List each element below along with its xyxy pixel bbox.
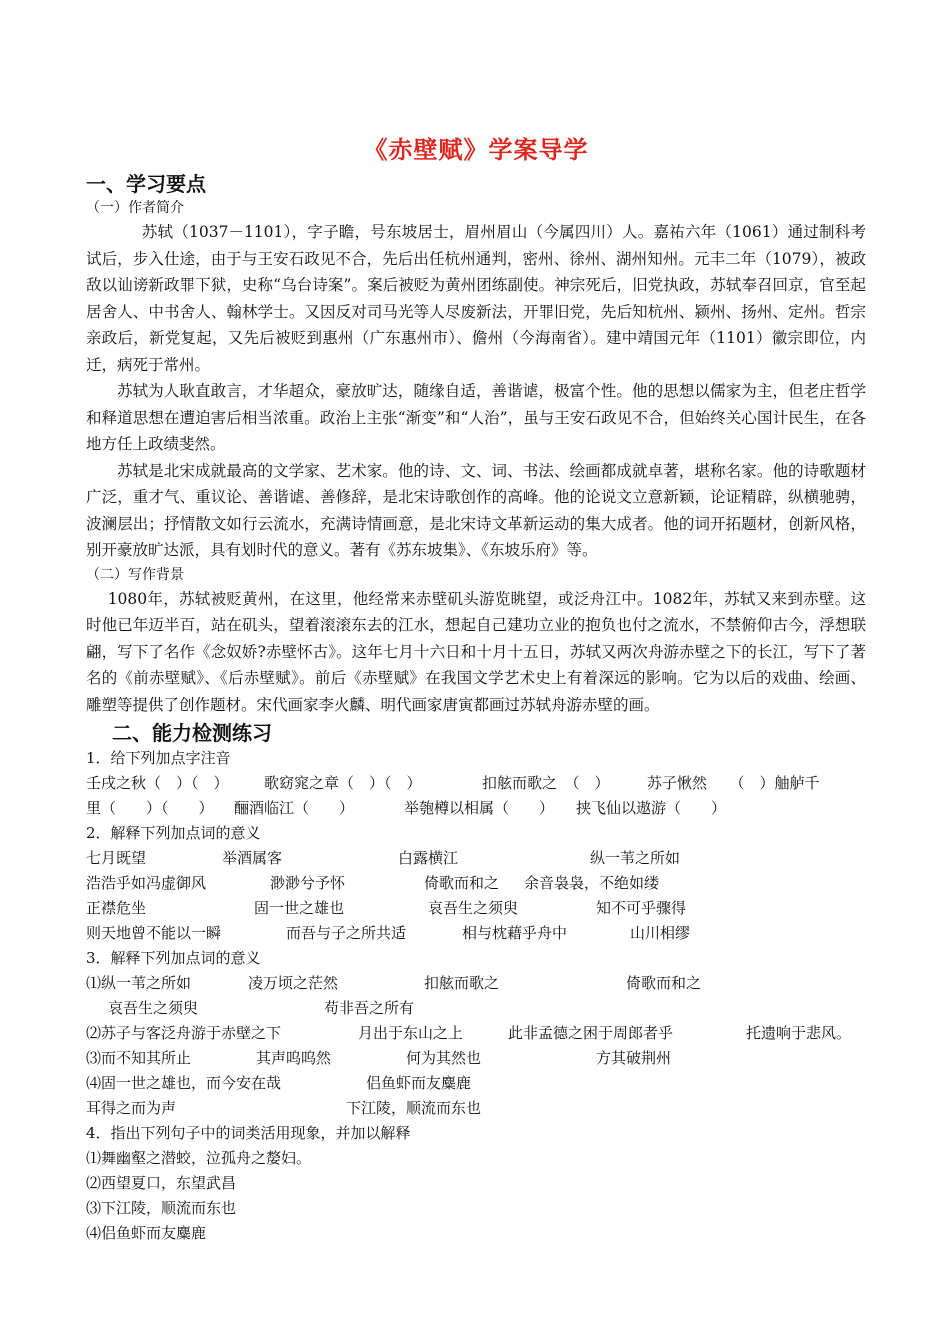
q4-item: ⑴舞幽壑之潜蛟，泣孤舟之嫠妇。 [86, 1149, 312, 1167]
q3-item: ⑷固一世之雄也，而今安在哉 [86, 1074, 282, 1092]
subheading-author: （一）作者简介 [86, 200, 184, 216]
paragraph-background: 1080年，苏轼被贬黄州，在这里，他经常来赤壁矶头游览眺望，或泛舟江中。1082年，苏轼又来到赤壁。这时他已年迈半百，站在矶头，望着滚滚东去的江水，想起自己建功立业的抱负也付之流水，不禁俯仰古今，浮想联翩，写下了名作《念奴娇?赤壁怀古》。这年七月十六日和十月十五日，苏轼又两次舟游赤壁之下的长江，写下了著名的《前赤壁赋》、《后赤壁赋》。前后《赤壁赋》在我国文学艺术史上有着深远的影响。它为以后的戏曲、绘画、雕塑等提供了创作题材。宋代画家李火麟、明代画家唐寅都画过苏轼舟游赤壁的画。 [86, 589, 866, 714]
q2-item: 七月既望 [86, 849, 147, 867]
q3-item: 方其破荆州 [596, 1049, 672, 1067]
question-1-line-1 [86, 771, 866, 796]
q2-item: 山川相缪 [630, 924, 691, 942]
q3-item: 侣鱼虾而友麋鹿 [366, 1074, 472, 1092]
q3-row [86, 996, 866, 1021]
q3-item: 倚歌而和之 [626, 974, 702, 992]
document-page [86, 130, 866, 1246]
question-3: 3．解释下列加点词的意义 [86, 949, 261, 967]
q2-item: 白露横江 [398, 849, 459, 867]
q3-item: ⑴纵一苇之所如 [86, 974, 192, 992]
q2-row [86, 871, 866, 896]
q3-item: ⑶而不知其所止 [86, 1049, 192, 1067]
q2-row [86, 921, 866, 946]
q2-item: 相与枕藉乎舟中 [462, 924, 568, 942]
q3-item: 托遗响于悲风。 [746, 1024, 852, 1042]
q2-item: 浩浩乎如冯虚御风 [86, 874, 207, 892]
subheading-background: （二）写作背景 [86, 566, 184, 583]
paragraph-author-bio: 苏轼（1037－1101），字子瞻，号东坡居士，眉州眉山（今属四川）人。嘉祐六年（1061）通过制科考试后，步入仕途，由于与王安石政见不合，先后出任杭州通判，密州、徐州、湖州知州。元丰二年（1079），被政敌以讪谤新政罪下狱，史称“乌台诗案”。案后被贬为黄州团练副使。神宗死后，旧党执政，苏轼奉召回京，官至起居舍人、中书舍人、翰林学士。又因反对司马光等人尽废新法，开罪旧党，先后知杭州、颍州、扬州、定州。哲宗亲政后，新党复起，又先后被贬到惠州（广东惠州市）、儋州（今海南省）。建中靖国元年（1101）徽宗即位，内迁，病死于常州。 [86, 223, 866, 374]
q2-item: 固一世之雄也 [254, 899, 345, 917]
question-1-line-2 [86, 796, 866, 821]
q1-item: 举匏樽以相属（ ） [404, 799, 555, 817]
q3-item: ⑵苏子与客泛舟游于赤壁之下 [86, 1024, 282, 1042]
q2-row [86, 896, 866, 921]
q1-item: 扣舷而歌之 （ ） [482, 774, 610, 792]
q2-item: 而吾与子之所共适 [286, 924, 407, 942]
q2-item: 举酒属客 [222, 849, 283, 867]
q2-item: 余音袅袅，不绝如缕 [524, 874, 660, 892]
section-heading-1: 一、学习要点 [86, 172, 206, 196]
q3-item: 月出于东山之上 [358, 1024, 464, 1042]
document-title: 《赤壁赋》学案导学 [363, 136, 589, 164]
q2-item: 则天地曾不能以一瞬 [86, 924, 222, 942]
q3-item: 耳得之而为声 [86, 1099, 177, 1117]
question-2: 2．解释下列加点词的意义 [86, 824, 261, 842]
q1-item: 苏子愀然 （ ）舳舻千 [647, 774, 820, 792]
q3-item: 哀吾生之须臾 [108, 999, 199, 1017]
q3-row [86, 1096, 866, 1121]
q3-item: 此非孟德之困于周郎者乎 [508, 1024, 674, 1042]
q3-item: 何为其然也 [406, 1049, 482, 1067]
q3-item: 其声呜呜然 [256, 1049, 332, 1067]
q3-item: 苟非吾之所有 [324, 999, 415, 1017]
q3-item: 扣舷而歌之 [424, 974, 500, 992]
q2-item: 倚歌而和之 [424, 874, 500, 892]
question-4: 4．指出下列句子中的词类活用现象，并加以解释 [86, 1124, 411, 1142]
section-heading-2: 二、能力检测练习 [112, 721, 272, 745]
paragraph-personality: 苏轼为人耿直敢言，才华超众，豪放旷达，随缘自适，善谐谑，极富个性。他的思想以儒家为主，但老庄哲学和释道思想在遭迫害后相当浓重。政治上主张“渐变”和“人治”，虽与王安石政见不合，但始终关心国计民生，在各地方任上政绩斐然。 [86, 382, 866, 453]
q2-item: 渺渺兮予怀 [270, 874, 346, 892]
q3-row [86, 1046, 866, 1071]
paragraph-achievements: 苏轼是北宋成就最高的文学家、艺术家。他的诗、文、词、书法、绘画都成就卓著，堪称名家。他的诗歌题材广泛，重才气、重议论、善谐谑、善修辞，是北宋诗歌创作的高峰。他的论说文立意新颖，论证精辟，纵横驰骋，波澜层出；抒情散文如行云流水，充满诗情画意，是北宋诗文革新运动的集大成者。他的词开拓题材，创新风格，别开豪放旷达派，具有划时代的意义。著有《苏东坡集》、《东坡乐府》等。 [86, 461, 866, 559]
q2-item: 纵一苇之所如 [590, 849, 681, 867]
q2-item: 正襟危坐 [86, 899, 147, 917]
question-1: 1．给下列加点字注音 [86, 749, 231, 767]
q3-row [86, 1021, 866, 1046]
q2-row [86, 846, 866, 871]
q4-item: ⑷侣鱼虾而友麋鹿 [86, 1224, 207, 1242]
q4-item: ⑵西望夏口，东望武昌 [86, 1174, 237, 1192]
q1-item: 里（ ）（ ） [86, 799, 214, 817]
q1-item: 壬戌之秋（ ）（ ） [86, 774, 229, 792]
q3-row [86, 971, 866, 996]
q1-item: 挟飞仙以遨游（ ） [576, 799, 727, 817]
q2-item: 哀吾生之须臾 [428, 899, 519, 917]
q1-item: 歌窈窕之章（ ）（ ） [264, 774, 422, 792]
q4-item: ⑶下江陵，顺流而东也 [86, 1199, 237, 1217]
q3-item: 下江陵，顺流而东也 [346, 1099, 482, 1117]
q3-item: 凌万顷之茫然 [248, 974, 339, 992]
q2-item: 知不可乎骤得 [596, 899, 687, 917]
q1-item: 酾酒临江（ ） [234, 799, 355, 817]
q3-row [86, 1071, 866, 1096]
